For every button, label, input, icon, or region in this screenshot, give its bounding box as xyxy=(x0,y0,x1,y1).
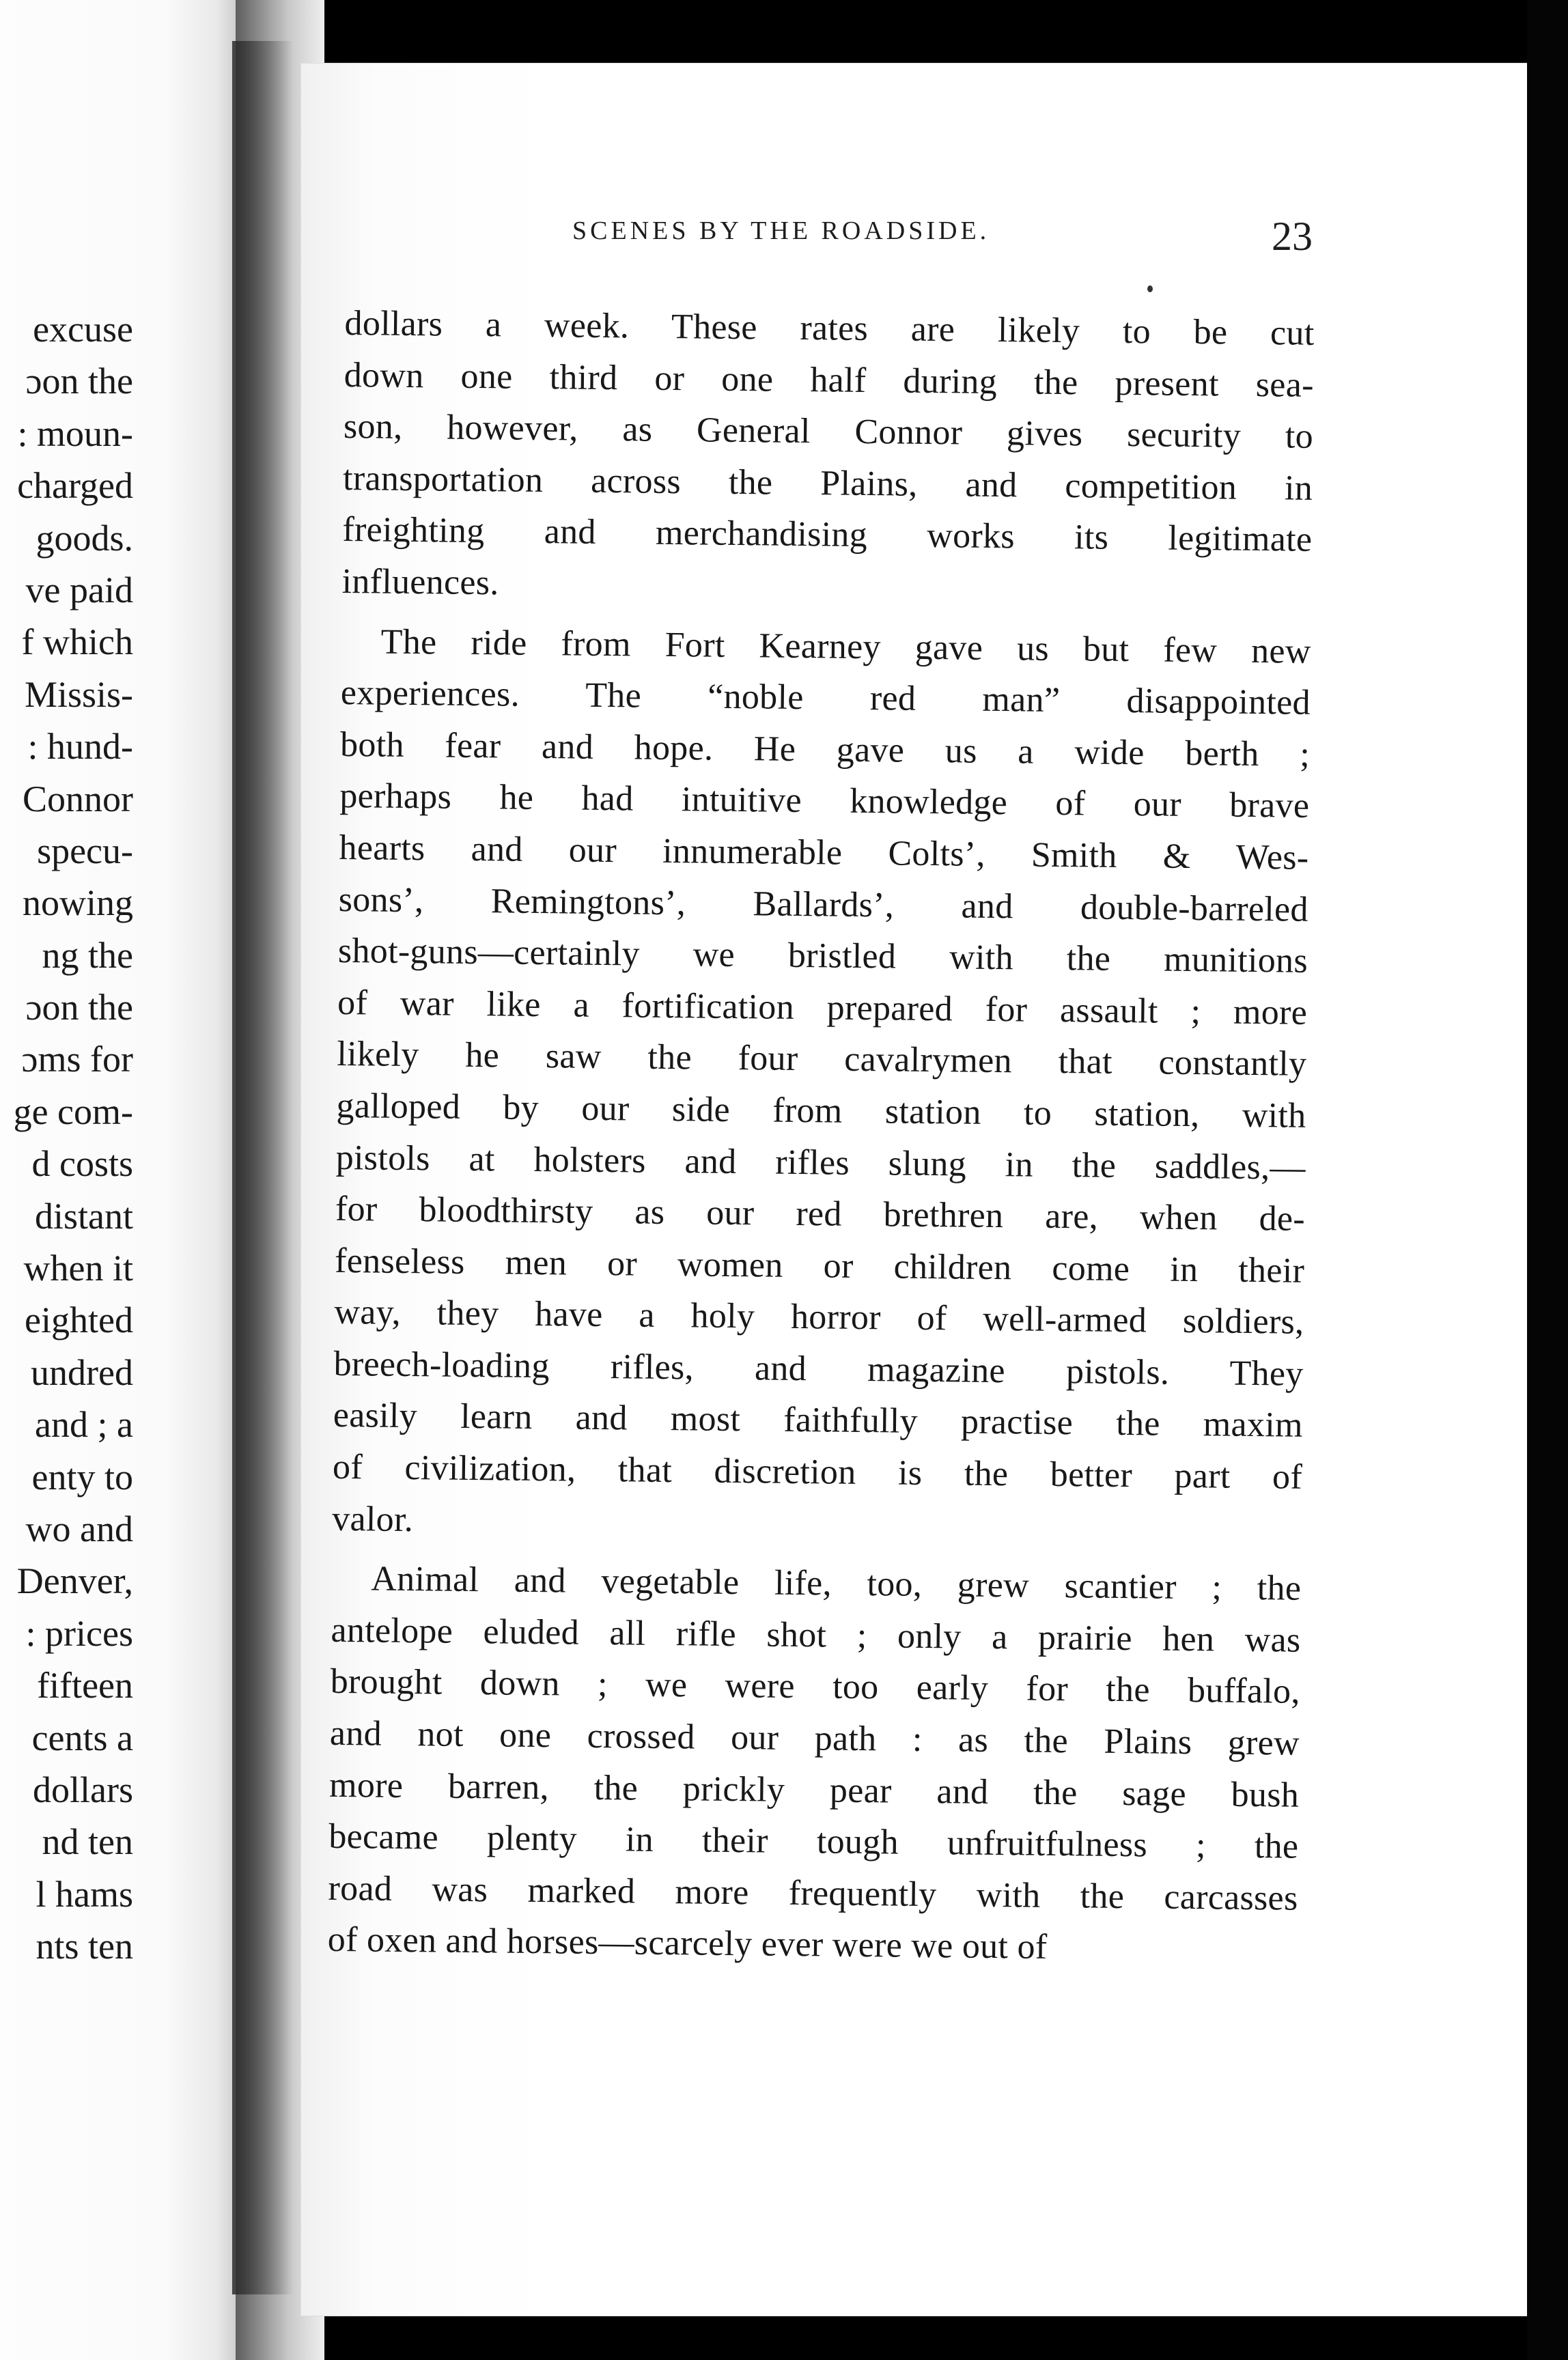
left-page-line: nd ten xyxy=(42,1821,133,1863)
text-line: easily learn and most faithfully practise the maxim xyxy=(333,1396,1304,1446)
body-text xyxy=(327,298,1315,1976)
left-page-line: l hams xyxy=(36,1873,133,1915)
left-page-line: d costs xyxy=(31,1143,133,1185)
text-line: valor. xyxy=(331,1499,414,1539)
text-line: road was marked more frequently with the carcasses xyxy=(328,1868,1298,1918)
text-line: dollars a week. These rates are likely to be cut xyxy=(344,303,1315,353)
ink-speck xyxy=(1147,285,1153,292)
left-page-line: ge com- xyxy=(13,1091,133,1132)
text-line: pistols at holsters and rifles slung in the saddles,— xyxy=(335,1138,1306,1188)
left-page-line: : hund- xyxy=(27,726,133,768)
text-line: of civilization, that discretion is the better part of xyxy=(332,1447,1303,1497)
text-line: son, however, as General Connor gives security to xyxy=(343,407,1314,457)
left-page-line: nts ten xyxy=(36,1926,133,1967)
text-line: Animal and vegetable life, too, grew scantier ; the xyxy=(371,1559,1302,1609)
left-page-line: goods. xyxy=(36,517,133,559)
text-line: of war like a fortification prepared for assault ; more xyxy=(337,983,1308,1032)
left-page-line: : moun- xyxy=(17,412,133,454)
text-line: shot-guns—certainly we bristled with the munitions xyxy=(337,931,1308,981)
text-line: experiences. The “noble red man” disappointed xyxy=(340,673,1311,722)
text-line: for bloodthirsty as our red brethren are, when de- xyxy=(335,1190,1306,1239)
left-page-line: when it xyxy=(23,1248,133,1289)
text-line: both fear and hope. He gave us a wide berth ; xyxy=(339,725,1311,774)
left-page-line: cents a xyxy=(31,1717,133,1758)
text-line: of oxen and horses—scarcely ever were we out of xyxy=(327,1920,1048,1967)
scanner-border xyxy=(1527,0,1568,2360)
left-page-text-fragments xyxy=(14,303,133,1973)
text-line: fenseless men or women or children come in their xyxy=(334,1241,1305,1291)
left-page-line: and ; a xyxy=(35,1404,133,1446)
left-page-line: Connor xyxy=(23,778,133,819)
left-page-line: excuse xyxy=(33,309,133,350)
text-line: became plenty in their tough unfruitfulness ; the xyxy=(328,1817,1299,1866)
left-page-line: eighted xyxy=(25,1300,133,1341)
left-page-line: dollars xyxy=(33,1769,133,1810)
left-page-line: enty to xyxy=(31,1456,133,1498)
text-line: more barren, the prickly pear and the sage bush xyxy=(328,1765,1300,1815)
left-page-line: ve paid xyxy=(25,569,133,610)
text-line: freighting and merchandising works its legitimate xyxy=(342,510,1313,560)
gutter-shadow xyxy=(232,41,294,2294)
left-page-line: nowing xyxy=(23,882,133,924)
left-page-line: ɔon the xyxy=(25,361,133,402)
page-number: 23 xyxy=(1272,214,1313,259)
paragraph xyxy=(332,616,1311,1555)
text-line: transportation across the Plains, and competition in xyxy=(342,458,1313,508)
left-page-line: Missis- xyxy=(24,673,133,715)
text-line: down one third or one half during the present sea- xyxy=(344,355,1315,405)
text-line: brought down ; we were too early for the buffalo, xyxy=(330,1662,1300,1712)
text-line: galloped by our side from station to station, with xyxy=(336,1086,1306,1136)
left-page-line: specu- xyxy=(37,830,133,871)
left-page-line: undred xyxy=(31,1351,133,1393)
left-page-line: charged xyxy=(17,465,133,507)
text-line: way, they have a holy horror of well-armed soldiers, xyxy=(334,1293,1304,1343)
left-page-line: wo and xyxy=(25,1508,133,1549)
paragraph xyxy=(327,1553,1301,1976)
left-facing-page xyxy=(0,0,236,2360)
left-page-line: : prices xyxy=(25,1612,133,1654)
text-line: The ride from Fort Kearney gave us but few new xyxy=(380,622,1311,671)
text-line: and not one crossed our path : as the Plains grew xyxy=(329,1713,1300,1763)
left-page-line: fifteen xyxy=(37,1665,133,1706)
running-head: SCENES BY THE ROADSIDE. xyxy=(572,216,990,245)
text-line: breech-loading rifles, and magazine pistols. They xyxy=(333,1344,1304,1394)
text-line: sons’, Remingtons’, Ballards’, and double-barreled xyxy=(338,880,1308,929)
text-line: perhaps he had intuitive knowledge of our brave xyxy=(339,776,1310,826)
left-page-line: ng the xyxy=(42,934,133,976)
left-page-line: ɔon the xyxy=(25,987,133,1028)
left-page-line: f which xyxy=(21,621,133,663)
text-line: influences. xyxy=(341,561,499,603)
text-line: likely he saw the four cavalrymen that constantly xyxy=(337,1035,1307,1084)
left-page-line: distant xyxy=(35,1195,133,1237)
left-page-line: ɔms for xyxy=(21,1039,133,1080)
text-line: antelope eluded all rifle shot ; only a prairie hen was xyxy=(331,1610,1301,1660)
paragraph xyxy=(341,298,1315,617)
text-line: hearts and our innumerable Colts’, Smith & Wes- xyxy=(339,828,1309,877)
left-page-line: Denver, xyxy=(16,1560,133,1602)
